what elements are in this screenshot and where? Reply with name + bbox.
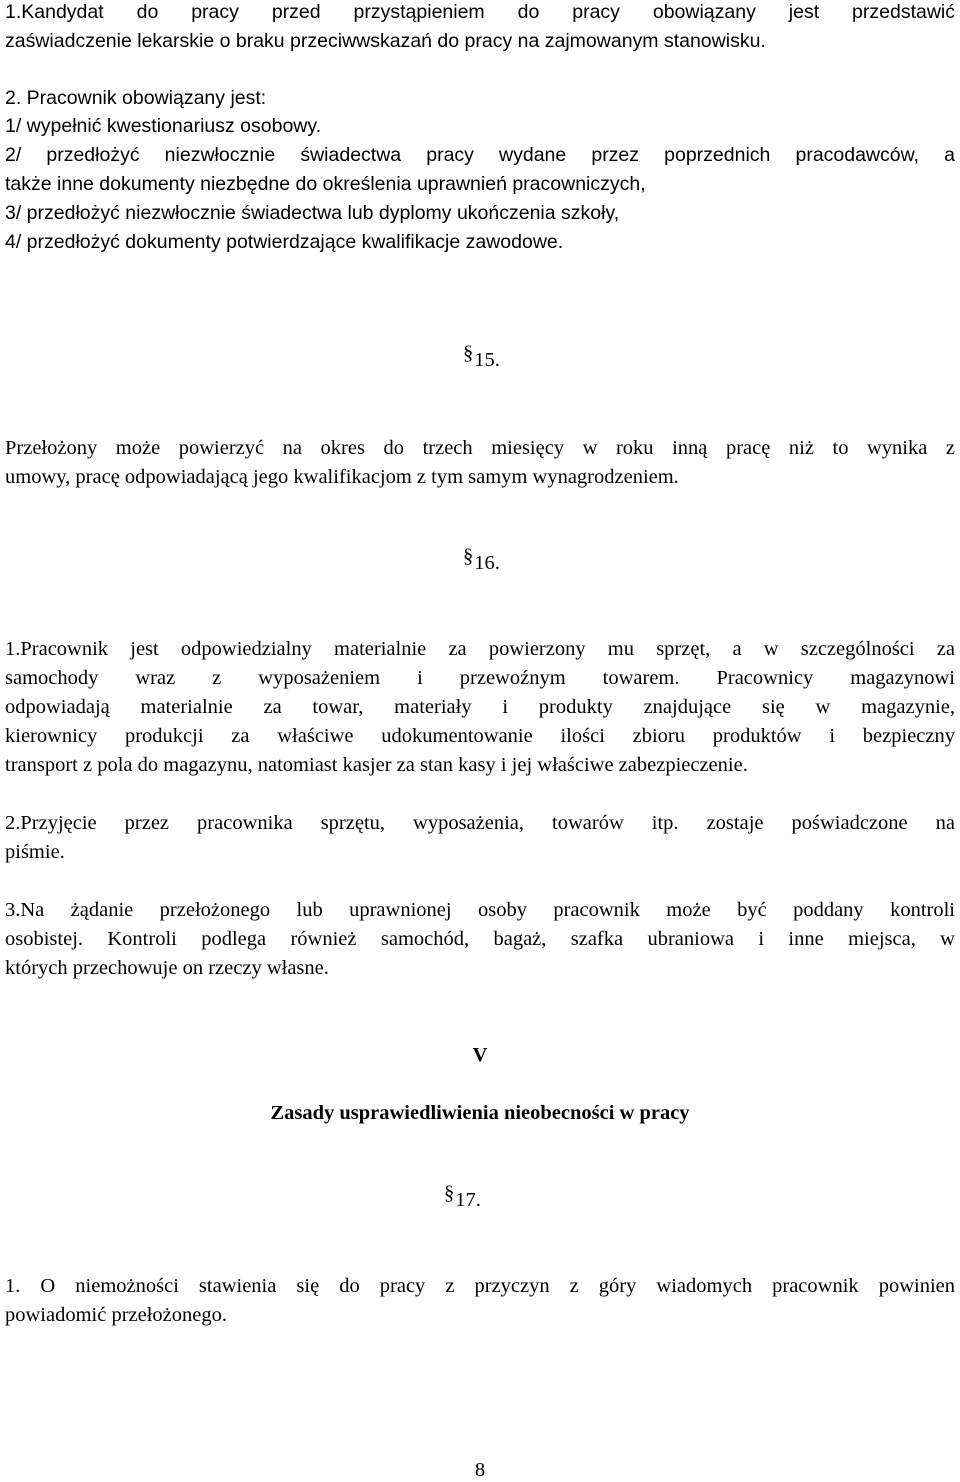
paragraph-line: samochody wraz z wyposażeniem i przewoźnym towarem. Pracownicy magazynowi [5, 667, 955, 689]
paragraph-line: 1.Kandydat do pracy przed przystąpieniem do pracy obowiązany jest przedstawić [5, 1, 955, 23]
paragraph-line: Przełożony może powierzyć na okres do trzech miesięcy w roku inną pracę niż to wynika z [5, 437, 955, 459]
section-sign: § [463, 545, 474, 567]
paragraph-line: zaświadczenie lekarskie o braku przeciwwskazań do pracy na zajmowanym stanowisku. [5, 30, 766, 52]
paragraph-line: piśmie. [5, 841, 65, 863]
paragraph-line: kierownicy produkcji za właściwe udokumentowanie ilości zbioru produktów i bezpieczny [5, 725, 955, 747]
page-number: 8 [474, 1459, 486, 1481]
paragraph-line: transport z pola do magazynu, natomiast kasjer za stan kasy i jej właściwe zabezpieczenie. [5, 754, 748, 776]
paragraph-line: których przechowuje on rzeczy własne. [5, 957, 329, 979]
paragraph-line: 1.Pracownik jest odpowiedzialny materialnie za powierzony mu sprzęt, a w szczególności za [5, 638, 955, 660]
list-item: 4/ przedłożyć dokumenty potwierdzające kwalifikacje zawodowe. [5, 231, 564, 253]
list-heading: 2. Pracownik obowiązany jest: [5, 87, 267, 109]
section-heading-17 [444, 1182, 481, 1212]
paragraph-line: odpowiadają materialnie za towar, materiały i produkty znajdujące się w magazynie, [5, 696, 955, 718]
section-sign: § [463, 342, 474, 364]
chapter-number: V [472, 1044, 488, 1066]
chapter-title: Zasady usprawiedliwienia nieobecności w pracy [270, 1102, 690, 1124]
section-heading-16 [463, 545, 500, 575]
section-heading-15 [463, 342, 500, 372]
section-sign: § [444, 1182, 455, 1204]
list-item: 2/ przedłożyć niezwłocznie świadectwa pracy wydane przez poprzednich pracodawców, a [5, 144, 955, 166]
list-item: 1/ wypełnić kwestionariusz osobowy. [5, 115, 322, 137]
section-number: 16. [474, 552, 500, 574]
paragraph-line: powiadomić przełożonego. [5, 1304, 228, 1326]
paragraph-line: 3.Na żądanie przełożonego lub uprawnionej osoby pracownik może być poddany kontroli [5, 899, 955, 921]
paragraph-line: 1. O niemożności stawienia się do pracy z przyczyn z góry wiadomych pracownik powinien [5, 1275, 955, 1297]
section-number: 17. [455, 1189, 481, 1211]
paragraph-line: umowy, pracę odpowiadającą jego kwalifikacjom z tym samym wynagrodzeniem. [5, 466, 679, 488]
paragraph-line: osobistej. Kontroli podlega również samochód, bagaż, szafka ubraniowa i inne miejsca, w [5, 928, 955, 950]
section-number: 15. [474, 349, 500, 371]
list-item: także inne dokumenty niezbędne do określenia uprawnień pracowniczych, [5, 173, 646, 195]
paragraph-line: 2.Przyjęcie przez pracownika sprzętu, wyposażenia, towarów itp. zostaje poświadczone na [5, 812, 955, 834]
list-item: 3/ przedłożyć niezwłocznie świadectwa lub dyplomy ukończenia szkoły, [5, 202, 620, 224]
